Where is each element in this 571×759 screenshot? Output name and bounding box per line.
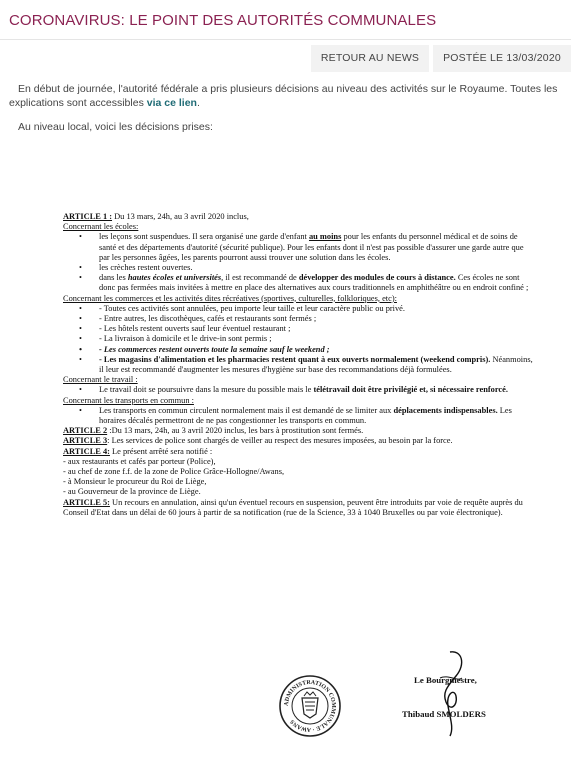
transport-list [63,406,535,426]
list-item [99,232,535,263]
signature-name: Thibaud SMOLDERS [402,709,486,719]
transport-item-a: Les transports en commun circulent normalement mais il est demandé de se limiter aux [99,405,394,415]
explanations-link[interactable]: via ce lien [146,96,197,109]
intro-paragraph [9,83,571,110]
schools-item-3b: hautes écoles et universités [127,273,222,283]
list-item: • - Les hôtels restent ouverts sauf leur éventuel restaurant ; [99,324,535,334]
article-1-label: ARTICLE 1 : [63,212,113,221]
article-5-text: Un recours en annulation, ainsi qu'un éventuel recours en suspension, peuvent être introduits par voie de requête auprès du Conseil d'Etat dans un délai de 60 jours à partir de sa notification (rue de la Science, 33 à 1040 Bruxelles ou par voie électronique). [63,497,523,517]
commerce-heading: Concernant les commerces et les activités dites récréatives (sportives, culturelles, folkloriques, etc): [63,293,397,303]
article-4 [63,447,535,457]
article-3 [63,436,535,446]
schools-item-3d: développer des modules de cours à distance. [298,273,456,283]
list-item: • - La livraison à domicile et le drive-in sont permis ; [99,334,535,344]
handwritten-signature-icon [432,648,472,738]
list-item: • les crèches restent ouvertes. [99,263,535,273]
list-item [99,273,535,293]
list-item [99,385,535,395]
work-list [63,385,535,395]
schools-item-1b: au moins [308,232,342,242]
article-3-text: : Les services de police sont chargés de veiller au respect des mesures imposées, au besoin par la force. [107,436,453,446]
article-meta-bar [0,45,571,72]
decree-text [63,212,535,518]
intro-line1: En début de journée, l'autorité fédérale a pris plusieurs décisions au niveau des activités sur le Royaume. Toutes les [18,83,558,95]
article-4-text: Le présent arrêté sera notifié : [109,446,213,456]
signature-title: Le Bourgmestre, [414,675,477,685]
schools-heading: Concernant les écoles: [63,222,139,232]
municipal-seal-icon [278,674,342,738]
commerce-item-6b: Néanmoins, il leur est recommandé d'augmenter les mesures d'hygiène sur base des recommandations déjà formulées. [99,354,533,375]
work-item-b: télétravail doit être privilégié et, si nécessaire renforcé. [313,385,508,395]
transport-heading: Concernant les transports en commun : [63,395,194,405]
schools-item-3a: dans les [99,273,128,283]
notify-item: - aux restaurants et cafés par porteur (Police), [63,456,216,466]
article-1 [63,212,535,222]
back-to-news-button[interactable]: RETOUR AU NEWS [311,45,429,72]
intro-line2-text: explications sont accessibles [9,96,147,109]
article-2-text: :Du 13 mars, 24h, au 3 avril 2020 inclus, les bars à prostitution sont fermés. [107,426,364,436]
list-item [99,355,535,375]
commerce-item-6a: - Les magasins d'alimentation et les pharmacies restent quant à eux ouverts normalement (weekend compris). [99,354,491,364]
article-5-label: ARTICLE 5: [63,497,110,507]
article-2 [63,426,535,436]
schools-item-1a: les leçons sont suspendues. Il sera organisé une garde d'enfant [99,232,309,242]
page-title: CORONAVIRUS: LE POINT DES AUTORITÉS COMMUNALES [9,12,437,29]
schools-item-1c: pour les enfants du personnel médical et de soins de santé et des départements d'autorité (sécurité publique). Pour les enfants dont il n'est pas possible d'assurer une garde autre que par les personnes âgées, les parents pourront aussi trouver une solution dans les écoles. [99,232,524,262]
intro-line2-end: . [196,96,200,109]
article-1-text: Du 13 mars, 24h, au 3 avril 2020 inclus, [112,212,249,221]
schools-item-3e: Ces écoles ne sont donc pas fermées mais invitées à mettre en place des alternatives aux cours traditionnels en amphithéâtre ou en endroit confiné ; [99,273,529,293]
schools-list [63,232,535,293]
transport-item-c: Les horaires décalés permettront de ne pas congestionner les transports en commun. [99,405,512,426]
notify-item: - au Gouverneur de la province de Liège. [63,487,201,497]
decree-document-image [0,150,571,759]
article-4-label: ARTICLE 4: [63,446,110,456]
work-heading: Concernant le travail : [63,375,138,385]
local-decisions-text: Au niveau local, voici les décisions prises: [18,121,213,133]
list-item: • - Entre autres, les discothèques, cafés et restaurants sont fermés ; [99,314,535,324]
work-item-a: Le travail doit se poursuivre dans la mesure du possible mais le [99,385,314,395]
intro-line2 [9,97,571,111]
transport-item-b: déplacements indispensables. [393,405,498,415]
article-3-label: ARTICLE 3 [63,436,108,446]
posted-date: POSTÉE LE 13/03/2020 [433,45,571,72]
seal-text: ADMINISTRATION COMMUNALE · AWANS [283,679,337,733]
list-item: • - Les commerces restent ouverts toute la semaine sauf le weekend ; [99,345,535,355]
list-item: • - Toutes ces activités sont annulées, peu importe leur taille et leur caractère public ou privé. [99,304,535,314]
schools-item-3c: , il est recommandé de [221,273,299,283]
title-divider [0,39,571,40]
article-5 [63,498,535,518]
notify-item: - au chef de zone f.f. de la zone de Police Grâce-Hollogne/Awans, [63,467,285,477]
commerce-list [63,304,535,375]
list-item [99,406,535,426]
notify-item: - à Monsieur le procureur du Roi de Liège, [63,477,207,487]
article-2-label: ARTICLE 2 [63,426,108,436]
